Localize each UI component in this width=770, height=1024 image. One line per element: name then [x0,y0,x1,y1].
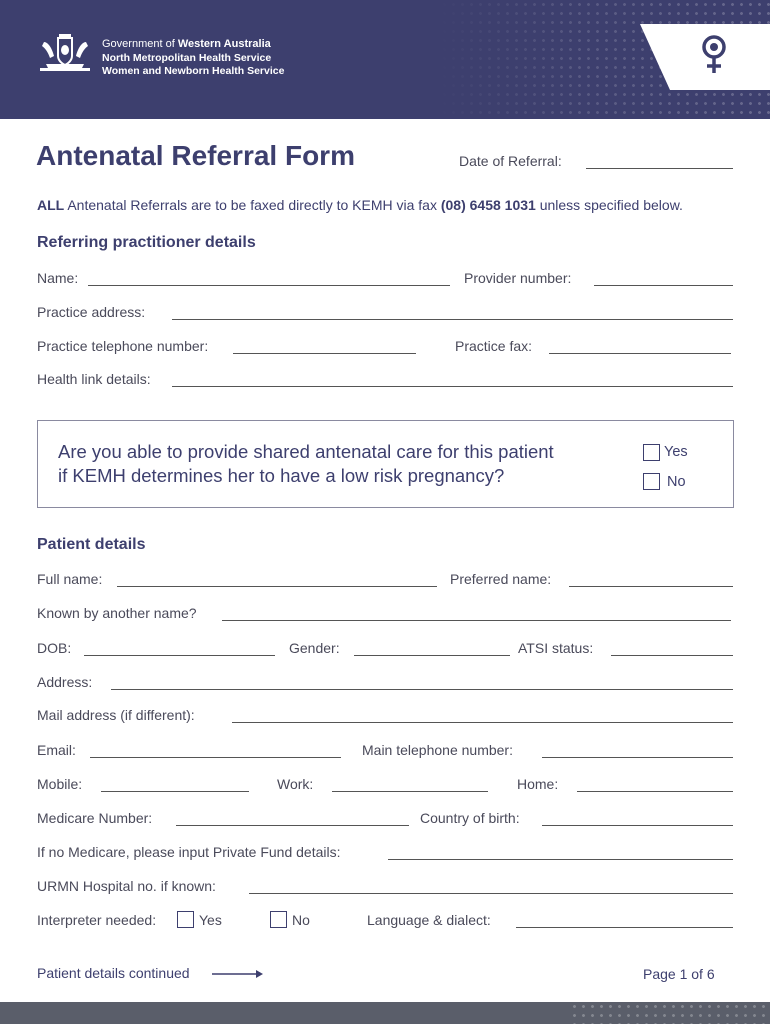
shared-care-yes-label: Yes [664,444,688,460]
mail-address-field[interactable] [232,722,733,723]
provider-number-field[interactable] [594,285,733,286]
atsi-status-field[interactable] [611,655,733,656]
name-field[interactable] [88,285,450,286]
practice-telephone-field[interactable] [233,353,416,354]
mobile-label: Mobile: [37,776,83,792]
language-field[interactable] [516,927,733,928]
practice-fax-label: Practice fax: [455,338,533,354]
language-label: Language & dialect: [367,912,491,928]
full-name-field[interactable] [117,586,437,587]
patient-heading: Patient details [37,536,146,553]
interpreter-no-checkbox[interactable] [270,911,287,928]
country-of-birth-label: Country of birth: [420,810,520,826]
continued-note: Patient details continued [37,965,190,981]
government-title: Government of Western Australia North Metropolitan Health Service Women and Newborn Health Service [102,38,285,77]
practice-fax-field[interactable] [549,353,731,354]
fax-instruction: ALL Antenatal Referrals are to be faxed directly to KEMH via fax (08) 6458 1031 unless specified below. [37,197,683,213]
work-label: Work: [277,776,314,792]
interpreter-no-label: No [292,912,310,928]
urmn-field[interactable] [249,893,733,894]
known-by-field[interactable] [222,620,731,621]
mail-address-label: Mail address (if different): [37,707,195,723]
practice-address-field[interactable] [172,319,733,320]
header-banner [0,0,770,119]
medicare-label: Medicare Number: [37,810,153,826]
known-by-label: Known by another name? [37,605,197,621]
medicare-field[interactable] [176,825,409,826]
address-label: Address: [37,674,93,690]
preferred-name-field[interactable] [569,586,733,587]
arrow-right-icon [212,968,264,980]
email-field[interactable] [90,757,341,758]
interpreter-label: Interpreter needed: [37,912,157,928]
page-number: Page 1 of 6 [643,966,715,982]
dob-label: DOB: [37,640,72,656]
dob-field[interactable] [84,655,275,656]
date-of-referral-field[interactable] [586,168,733,169]
practice-address-label: Practice address: [37,304,146,320]
private-fund-label: If no Medicare, please input Private Fund details: [37,844,341,860]
country-of-birth-field[interactable] [542,825,733,826]
form-title: Antenatal Referral Form [36,140,355,171]
interpreter-yes-label: Yes [199,912,222,928]
practice-telephone-label: Practice telephone number: [37,338,209,354]
private-fund-field[interactable] [388,859,733,860]
urmn-label: URMN Hospital no. if known: [37,878,216,894]
preferred-name-label: Preferred name: [450,571,552,587]
date-of-referral-label: Date of Referral: [459,153,562,169]
wnhs-logo-icon [696,34,732,76]
full-name-label: Full name: [37,571,103,587]
home-label: Home: [517,776,559,792]
work-field[interactable] [332,791,488,792]
name-label: Name: [37,270,79,286]
address-field[interactable] [111,689,733,690]
shared-care-no-label: No [667,474,686,490]
shared-care-no-checkbox[interactable] [643,473,660,490]
health-link-label: Health link details: [37,371,151,387]
main-telephone-field[interactable] [542,757,733,758]
footer-bar [0,1002,770,1024]
mobile-field[interactable] [101,791,249,792]
shared-care-yes-checkbox[interactable] [643,444,660,461]
gender-field[interactable] [354,655,510,656]
health-link-field[interactable] [172,386,733,387]
provider-number-label: Provider number: [464,270,572,286]
home-field[interactable] [577,791,733,792]
shared-care-question: Are you able to provide shared antenatal care for this patient if KEMH determines her to have a low risk pregnancy? [58,441,554,486]
wa-crest-icon [32,30,98,78]
interpreter-yes-checkbox[interactable] [177,911,194,928]
gender-label: Gender: [289,640,340,656]
main-telephone-label: Main telephone number: [362,742,513,758]
referrer-heading: Referring practitioner details [37,234,256,251]
atsi-status-label: ATSI status: [518,640,594,656]
email-label: Email: [37,742,76,758]
